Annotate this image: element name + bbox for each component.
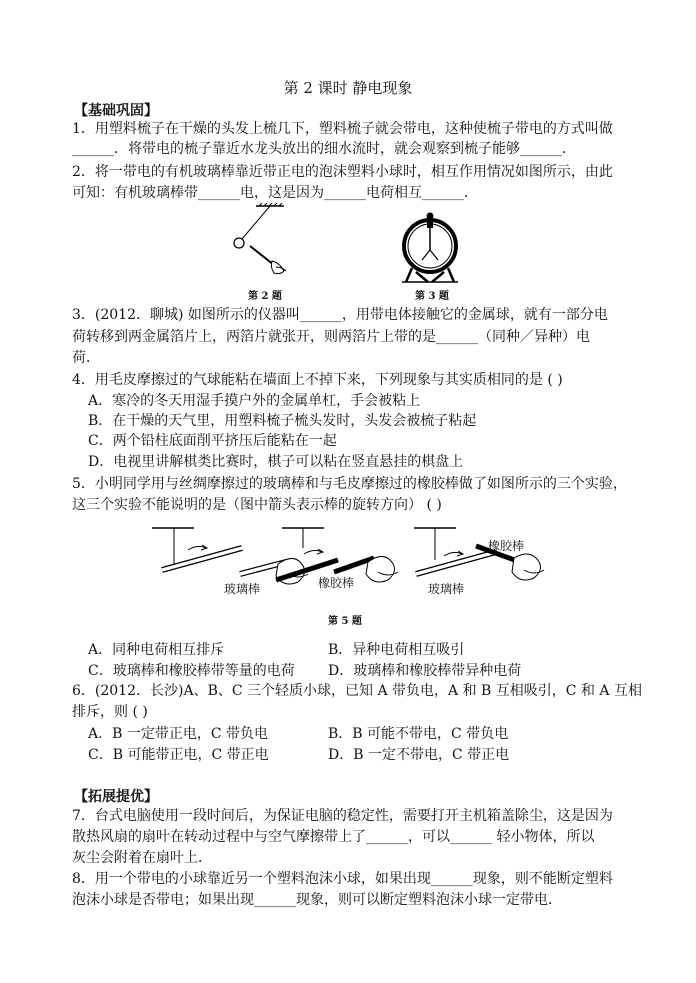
q3-line-3: 荷． (72, 350, 100, 366)
figure-5-label-glass-1: 玻璃棒 (224, 582, 261, 596)
q7-line-2: 散热风扇的扇叶在转动过程中与空气摩擦带上了______，可以______ 轻小物体，所以 (72, 829, 595, 845)
q5-option-c: C．玻璃棒和橡胶棒带等量的电荷 (88, 663, 295, 679)
q2-line-2: 可知：有机玻璃棒带______电，这是因为______电荷相互______． (72, 185, 478, 201)
figure-3-caption: 第 3 题 (415, 291, 449, 302)
q1-line-1: 1．用塑料梳子在干燥的头发上梳几下，塑料梳子就会带电，这种使梳子带电的方式叫做 (72, 121, 613, 137)
q6-line-2: 排斥，则 ( ) (72, 704, 148, 720)
q5-option-a: A．同种电荷相互排斥 (88, 642, 225, 658)
q2-line-1: 2．将一带电的有机玻璃棒靠近带正电的泡沫塑料小球时，相互作用情况如图所示，由此 (72, 164, 613, 180)
figure-5-caption: 第 5 题 (328, 616, 362, 627)
figure-2-caption: 第 2 题 (248, 291, 282, 302)
q3-line-2: 荷转移到两金属箔片上，两箔片就张开，则两箔片上带的是______（同种／异种）电 (72, 329, 590, 345)
q5-option-b: B．异种电荷相互吸引 (328, 642, 465, 658)
q8-line-1: 8．用一个带电的小球靠近另一个塑料泡沫小球，如果出现______现象，则不能断定塑料 (72, 871, 613, 887)
page-title: 第 2 课时 静电现象 (283, 79, 413, 97)
q6-option-b: B．B 可能不带电，C 带负电 (328, 726, 509, 742)
q4-option-a: A．寒冷的冬天用湿手摸户外的金属单杠，手会被粘上 (88, 393, 421, 409)
q7-line-1: 7．台式电脑使用一段时间后，为保证电脑的稳定性，需要打开主机箱盖除尘，这是因为 (72, 808, 613, 824)
section-basic-heading: 【基础巩固】 (74, 103, 158, 119)
figure-3-electroscope (398, 212, 462, 284)
experiment-3 (414, 528, 544, 580)
q6-option-d: D．B 一定不带电，C 带正电 (328, 747, 510, 763)
q4-option-d: D．电视里讲解棋类比赛时，棋子可以粘在竖直悬挂的棋盘上 (88, 454, 464, 470)
figure-5-label-rubber-2: 橡胶棒 (488, 539, 525, 553)
q5-line-1: 5．小明同学用与丝绸摩擦过的玻璃棒和与毛皮摩擦过的橡胶棒做了如图所示的三个实验， (72, 476, 627, 492)
q6-line-1: 6．(2012．长沙)A、B、C 三个轻质小球，已知 A 带负电，A 和 B 互相吸引，C 和 A 互相 (72, 683, 642, 699)
figure-2-pendulum (226, 203, 306, 283)
figure-5-rod-experiments (128, 520, 568, 612)
figure-5-label-glass-2: 玻璃棒 (428, 582, 465, 596)
q3-line-1: 3．(2012．聊城) 如图所示的仪器叫______，用带电体接触它的金属球，就有一部分电 (72, 307, 608, 323)
q6-option-a: A．B 一定带正电，C 带负电 (88, 726, 269, 742)
q4-stem: 4．用毛皮摩擦过的气球能粘在墙面上不掉下来，下列现象与其实质相同的是 ( ) (72, 372, 563, 388)
figure-5-label-rubber-1: 橡胶棒 (318, 576, 355, 590)
q4-option-b: B．在干燥的天气里，用塑料梳子梳头发时，头发会被梳子粘起 (88, 413, 477, 429)
q7-line-3: 灰尘会附着在扇叶上． (72, 850, 212, 866)
q8-line-2: 泡沫小球是否带电；如果出现______现象，则可以断定塑料泡沫小球一定带电． (72, 892, 562, 908)
q4-option-c: C．两个铅柱底面削平挤压后能粘在一起 (88, 433, 337, 449)
section-extend-heading: 【拓展提优】 (74, 789, 158, 805)
q5-line-2: 这三个实验不能说明的是（图中箭头表示棒的旋转方向） ( ) (72, 497, 442, 513)
q6-option-c: C．B 可能带正电，C 带正电 (88, 747, 269, 763)
q5-option-d: D．玻璃棒和橡胶棒带异种电荷 (328, 663, 522, 679)
q1-line-2: ______．将带电的梳子靠近水龙头放出的细水流时，就会观察到梳子能够______． (72, 141, 576, 157)
